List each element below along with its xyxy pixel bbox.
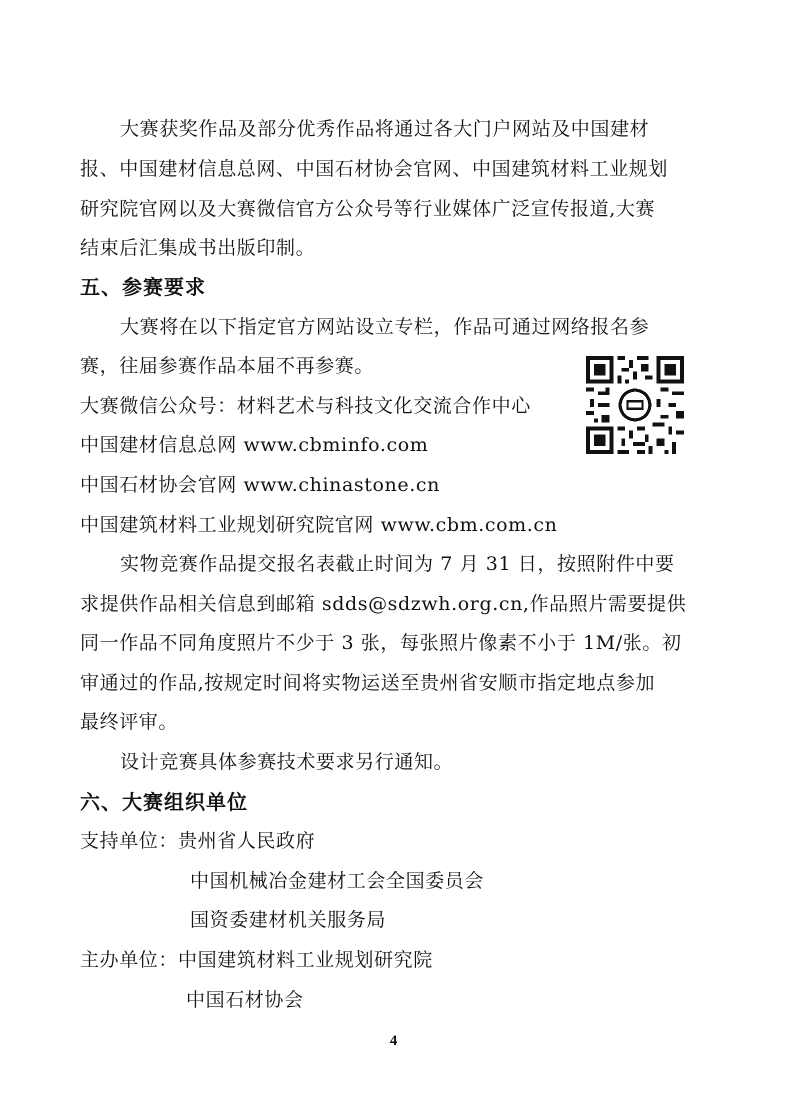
body-line: 同一作品不同角度照片不少于 3 张，每张照片像素不小于 1M/张。初	[80, 632, 682, 654]
body-line: 赛，往届参赛作品本届不再参赛。	[80, 355, 375, 377]
host-units: 主办单位：中国建筑材料工业规划研究院	[80, 949, 433, 971]
body-line: 设计竞赛具体参赛技术要求另行通知。	[120, 751, 454, 773]
host-unit: 中国石材协会	[186, 989, 304, 1011]
qr-code-icon	[586, 356, 684, 454]
body-line: 审通过的作品,按规定时间将实物运送至贵州省安顺市指定地点参加	[80, 672, 656, 694]
body-line: 大赛将在以下指定官方网站设立专栏，作品可通过网络报名参	[120, 316, 650, 338]
support-units: 支持单位：贵州省人民政府	[80, 830, 316, 852]
site-cbminfo[interactable]: 中国建材信息总网 www.cbminfo.com	[80, 434, 429, 456]
body-line: 报、中国建材信息总网、中国石材协会官网、中国建筑材料工业规划	[80, 158, 669, 180]
body-line: 研究院官网以及大赛微信官方公众号等行业媒体广泛宣传报道,大赛	[80, 198, 656, 220]
support-unit: 国资委建材机关服务局	[190, 909, 387, 931]
site-chinastone[interactable]: 中国石材协会官网 www.chinastone.cn	[80, 474, 440, 496]
site-wechat: 大赛微信公众号：材料艺术与科技文化交流合作中心	[80, 395, 531, 417]
body-line: 实物竞赛作品提交报名表截止时间为 7 月 31 日，按照附件中要	[120, 553, 675, 575]
body-line: 求提供作品相关信息到邮箱 sdds@sdzwh.org.cn,作品照片需要提供	[80, 593, 687, 615]
body-line: 结束后汇集成书出版印制。	[80, 237, 316, 259]
body-line: 最终评审。	[80, 711, 179, 733]
support-unit: 中国机械冶金建材工会全国委员会	[190, 870, 485, 892]
page-number: 4	[389, 1033, 398, 1049]
section-heading-5: 五、参赛要求	[80, 275, 206, 299]
section-heading-6: 六、大赛组织单位	[80, 790, 248, 814]
body-line: 大赛获奖作品及部分优秀作品将通过各大门户网站及中国建材	[120, 118, 650, 140]
site-cbm[interactable]: 中国建筑材料工业规划研究院官网 www.cbm.com.cn	[80, 514, 558, 536]
